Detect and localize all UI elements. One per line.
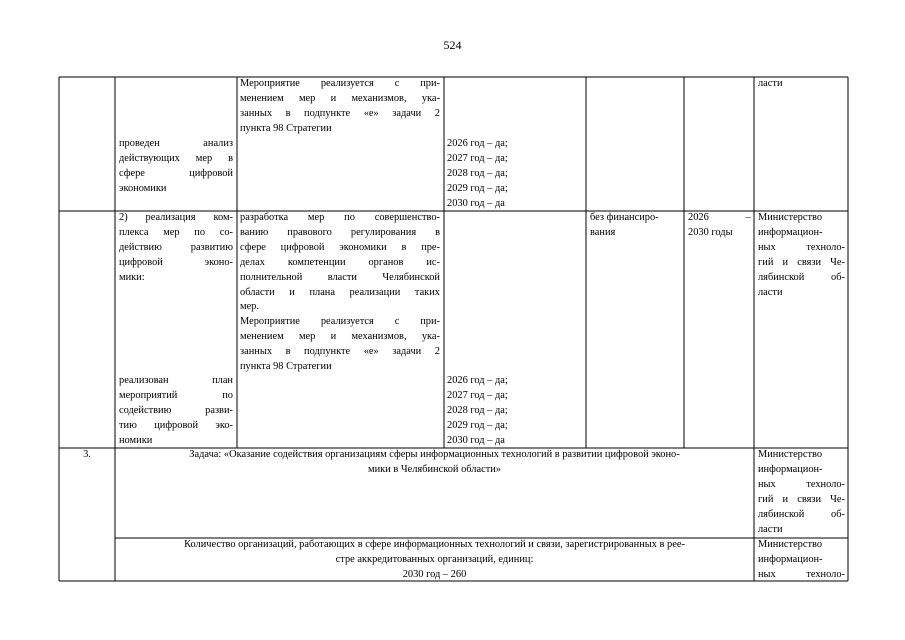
measure-title: 2) реализация ком- плекса мер по со- действию развитию цифровой эконо- мики:: [119, 212, 233, 283]
row-number: 3.: [83, 449, 91, 460]
result-text: проведен анализ действующих мер в сфере цифровой экономики: [119, 138, 233, 194]
page-number: 524: [443, 38, 462, 52]
executor-text: Министерство информацион- ных техноло- гий и связи Че- лябинской об- ласти: [758, 212, 845, 298]
measure-description: разработка мер по совершенство- ванию правового регулирования в сфере цифровой экономики в пре- делах компетенции органов ис- полнительной власти Челябинской области и плана реализации таких мер. Мероприятие реализуется с при- менением мер и механизмов, ука- занных в подпункте «е» задачи 2 пункта 98 Стратегии: [240, 212, 440, 373]
indicator-text: Количество организаций, работающих в сфере информационных технологий и связи, зарегистрированных в рее- стре аккредитованных организаций, единиц: 2030 год – 260: [184, 539, 685, 580]
years-list: 2026 год – да; 2027 год – да; 2028 год – да; 2029 год – да; 2030 год – да: [447, 375, 508, 446]
task-title: Задача: «Оказание содействия организациям сферы информационных технологий в развитии цифровой эконо- мики в Челябинской области»: [189, 449, 680, 475]
executor-text: Министерство информацион- ных техноло- гий и связи Че- лябинской об- ласти: [758, 449, 845, 535]
measure-note: Мероприятие реализуется с при- менением мер и механизмов, ука- занных в подпункте «е» задачи 2 пункта 98 Стратегии: [240, 78, 440, 134]
executor-text: ласти: [758, 78, 783, 89]
years-list: 2026 год – да; 2027 год – да; 2028 год – да; 2029 год – да; 2030 год – да: [447, 138, 508, 209]
period-text: 2026 – 2030 годы: [688, 212, 751, 238]
financing-text: без финансиро- вания: [590, 212, 659, 238]
executor-text: Министерство информацион- ных техноло-: [758, 539, 845, 580]
result-text: реализован план мероприятий по содействию разви- тию цифровой эко- номики: [119, 375, 233, 446]
